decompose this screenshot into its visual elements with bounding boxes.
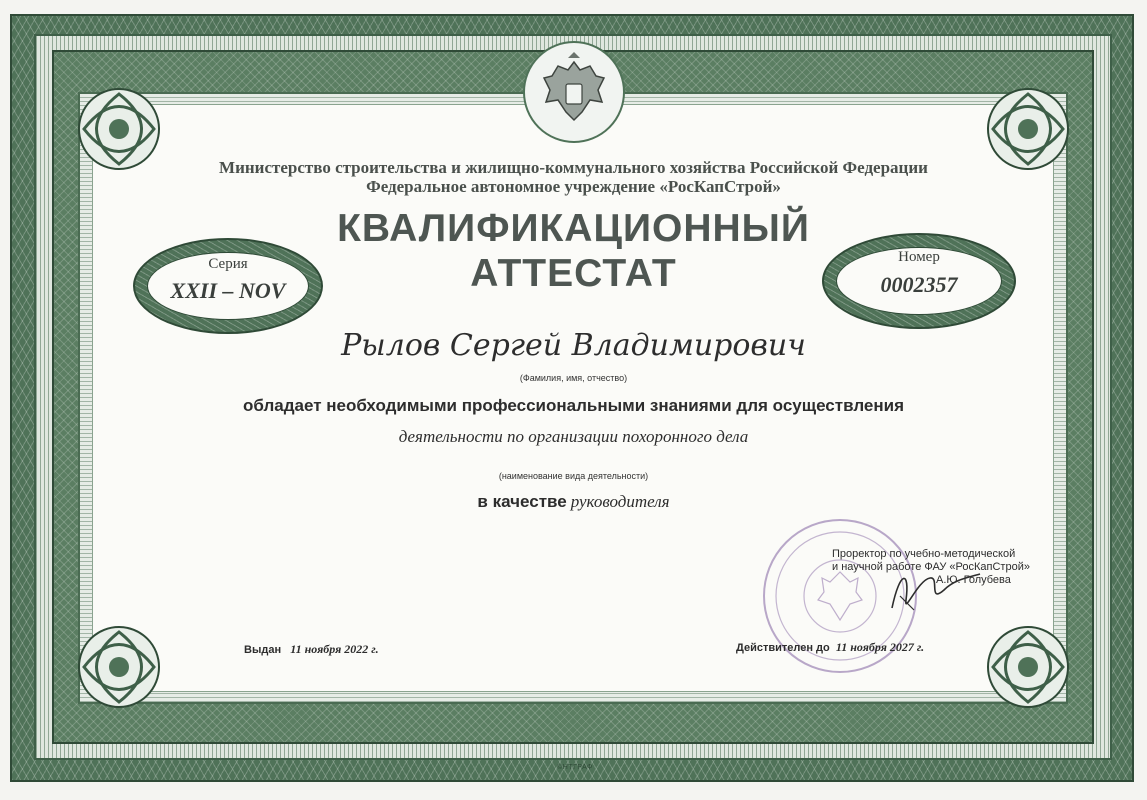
handwritten-signature-icon (870, 560, 990, 620)
issued-date: 11 ноября 2022 г. (290, 642, 379, 656)
role-value: руководителя (570, 492, 670, 511)
role-prefix: в качестве (477, 492, 567, 511)
corner-ornament-icon (973, 612, 1083, 722)
corner-ornament-icon (64, 612, 174, 722)
valid-date: 11 ноября 2027 г. (835, 640, 925, 654)
institution-name: Федеральное автономное учреждение «РосКапСтрой» (366, 177, 781, 196)
number-value: 0002357 (880, 272, 958, 297)
signatory-name: А.Ю. Голубева (936, 574, 1011, 586)
number-label: Номер (898, 249, 940, 265)
holder-name: Рылов Сергей Владимирович (341, 328, 806, 363)
valid-label: Действителен до (736, 642, 830, 654)
signatory-title-line1: Проректор по учебно-методической (832, 548, 1016, 560)
activity-type: деятельности по организации похоронного дела (398, 427, 749, 446)
issued-line (244, 642, 379, 657)
signatory-title-line2: и научной работе ФАУ «РосКапСтрой» (832, 561, 1030, 573)
role-line (0, 492, 1147, 512)
series-value: XXII – NOV (170, 278, 286, 303)
double-headed-eagle-emblem-icon (522, 40, 626, 144)
activity-caption: (наименование вида деятельности) (498, 471, 649, 481)
issued-label: Выдан (244, 644, 282, 656)
certificate-title-line2: АТТЕСТАТ (470, 252, 677, 295)
qualification-statement: обладает необходимыми профессиональными знаниями для осуществления (243, 396, 904, 415)
series-label: Серия (208, 256, 248, 272)
ministry-name: Министерство строительства и жилищно-коммунального хозяйства Российской Федерации (219, 158, 928, 177)
certificate-title-line1: КВАЛИФИКАЦИОННЫЙ (337, 207, 810, 250)
holder-name-caption: (Фамилия, имя, отчество) (519, 373, 628, 383)
number-badge (822, 233, 1016, 329)
valid-until-line (736, 640, 924, 655)
printer-mark: ©НТГРАФ (557, 764, 593, 771)
series-badge (133, 238, 323, 334)
